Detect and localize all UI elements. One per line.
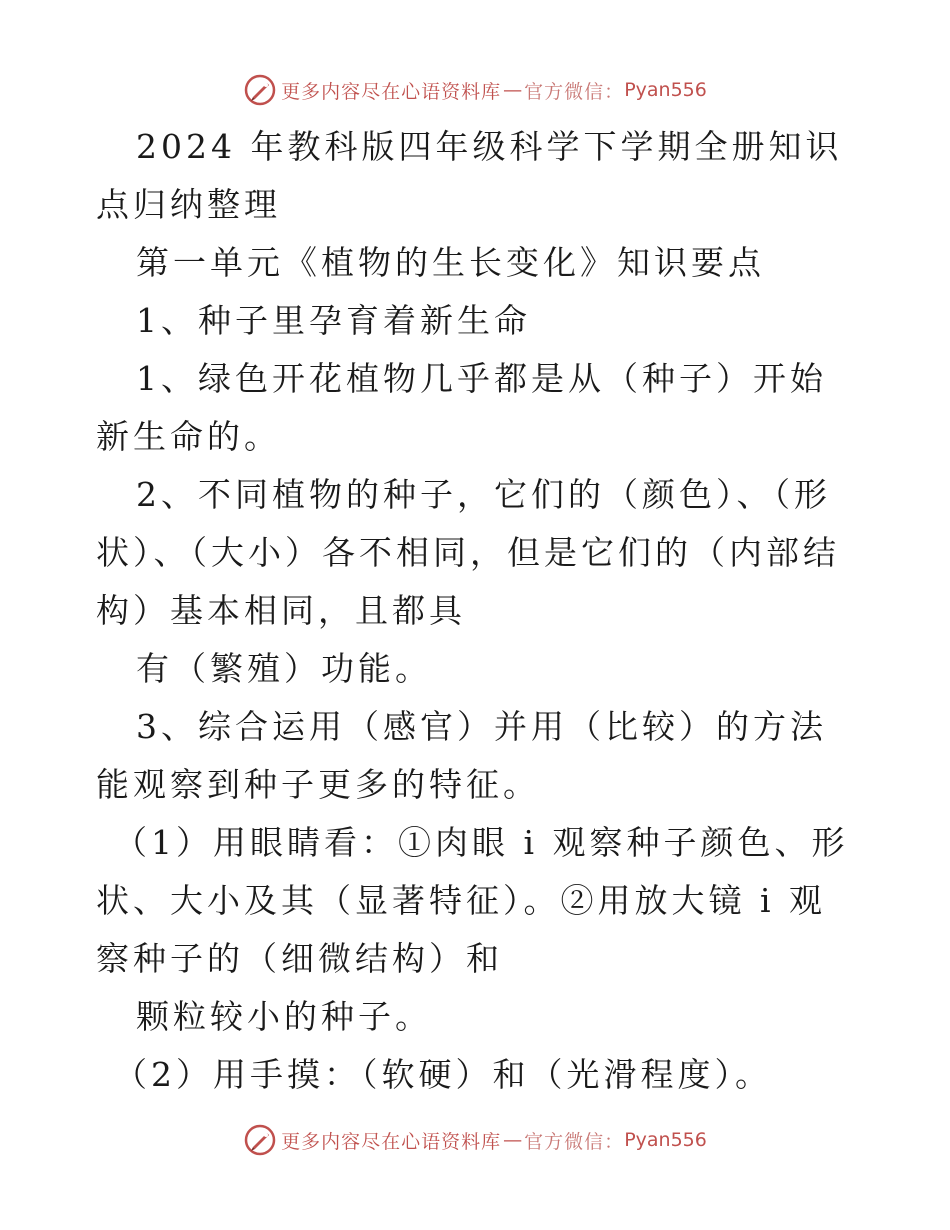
watermark-dash: — — [503, 79, 523, 101]
pen-logo-icon — [243, 73, 277, 107]
watermark-wechat-label: 官方微信： — [524, 80, 625, 103]
watermark-wechat-id: Pyan556 — [624, 79, 707, 101]
paragraph: 颗粒较小的种子。 — [136, 997, 432, 1036]
paragraph: 1、绿色开花植物几乎都是从（种子）开始新生命的。 — [96, 359, 827, 456]
section-heading: 1、种子里孕育着新生命 — [136, 301, 531, 340]
watermark-footer — [0, 1120, 950, 1160]
unit-heading: 第一单元《植物的生长变化》知识要点 — [136, 243, 765, 282]
watermark-wechat-id: Pyan556 — [624, 1129, 707, 1151]
paragraph: （1）用眼睛看：①肉眼 i 观察种子颜色、形状、大小及其（显著特征）。②用放大镜 i 观察种子的（细微结构）和 — [96, 823, 849, 978]
paragraph: 3、综合运用（感官）并用（比较）的方法能观察到种子更多的特征。 — [96, 707, 827, 804]
watermark-text: 更多内容尽在心语资料库 — [281, 1130, 502, 1153]
paragraph: 2、不同植物的种子，它们的（颜色）、（形状）、（大小）各不相同，但是它们的（内部结构）基本相同，且都具 — [96, 475, 840, 630]
watermark-dash: — — [503, 1129, 523, 1151]
document-body — [96, 118, 856, 1104]
paragraph: （2）用手摸：（软硬）和（光滑程度）。 — [114, 1055, 772, 1094]
document-title: 2024 年教科版四年级科学下学期全册知识点归纳整理 — [96, 127, 843, 224]
watermark-wechat-label: 官方微信： — [524, 1130, 625, 1153]
paragraph: 有（繁殖）功能。 — [136, 649, 432, 688]
watermark-header — [0, 70, 950, 110]
watermark-text: 更多内容尽在心语资料库 — [281, 80, 502, 103]
pen-logo-icon — [243, 1123, 277, 1157]
